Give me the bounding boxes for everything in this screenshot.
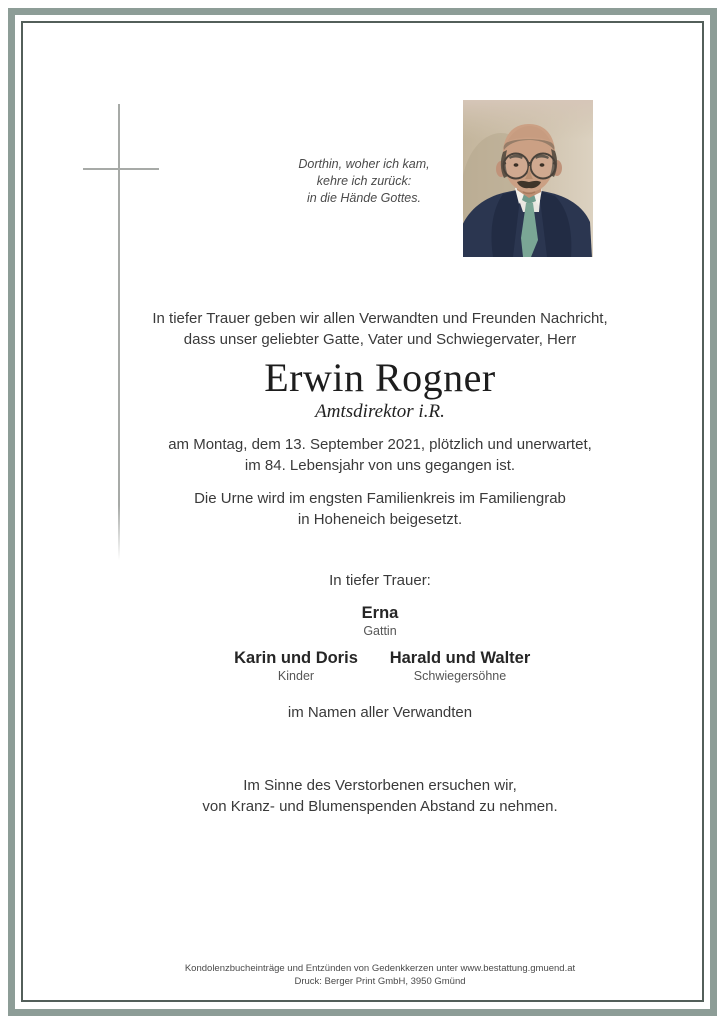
mourning-heading: In tiefer Trauer:: [329, 572, 431, 589]
donation-request-text: [130, 775, 630, 817]
mourner-name: Karin und Doris: [234, 649, 358, 667]
quote-line: Dorthin, woher ich kam,: [298, 157, 430, 171]
death-date-text: [130, 434, 630, 476]
print-footer: [130, 962, 630, 988]
burial-line: Die Urne wird im engsten Familienkreis im Familiengrab: [194, 490, 566, 507]
request-line: von Kranz- und Blumenspenden Abstand zu nehmen.: [202, 798, 558, 815]
mourner-primary: [130, 603, 630, 640]
quote-line: in die Hände Gottes.: [307, 191, 421, 205]
portrait-photo: [463, 100, 593, 257]
death-date-line: am Montag, dem 13. September 2021, plötzlich und unerwartet,: [168, 436, 592, 453]
deceased-name: Erwin Rogner: [264, 355, 496, 400]
printer-info-line: Druck: Berger Print GmbH, 3950 Gmünd: [294, 976, 466, 987]
mourner-columns: [130, 648, 630, 690]
religious-quote: [264, 156, 464, 207]
announcement-line: dass unser geliebter Gatte, Vater und Schwiegervater, Herr: [183, 331, 577, 348]
mourner-right: [335, 648, 585, 685]
cross-vertical-bar: [118, 104, 120, 560]
mourner-relation: Schwiegersöhne: [413, 669, 507, 683]
mourning-closing: im Namen aller Verwandten: [287, 704, 473, 721]
announcement-line: In tiefer Trauer geben wir allen Verwandten und Freunden Nachricht,: [152, 310, 608, 327]
burial-text: [130, 488, 630, 530]
request-line: Im Sinne des Verstorbenen ersuchen wir,: [243, 777, 517, 794]
condolence-info-line: Kondolenzbucheinträge und Entzünden von Gedenkkerzen unter www.bestattung.gmuend.at: [184, 963, 576, 974]
mourner-relation: Kinder: [277, 669, 315, 683]
announcement-text: [130, 308, 630, 350]
mourner-name: Harald und Walter: [389, 649, 531, 667]
cross-horizontal-bar: [83, 168, 159, 170]
quote-line: kehre ich zurück:: [316, 174, 412, 188]
mourner-name: Erna: [361, 604, 399, 622]
deceased-title: Amtsdirektor i.R.: [315, 401, 445, 422]
burial-line: in Hoheneich beigesetzt.: [297, 511, 463, 528]
death-date-line: im 84. Lebensjahr von uns gegangen ist.: [244, 457, 516, 474]
mourner-relation: Gattin: [363, 624, 397, 638]
